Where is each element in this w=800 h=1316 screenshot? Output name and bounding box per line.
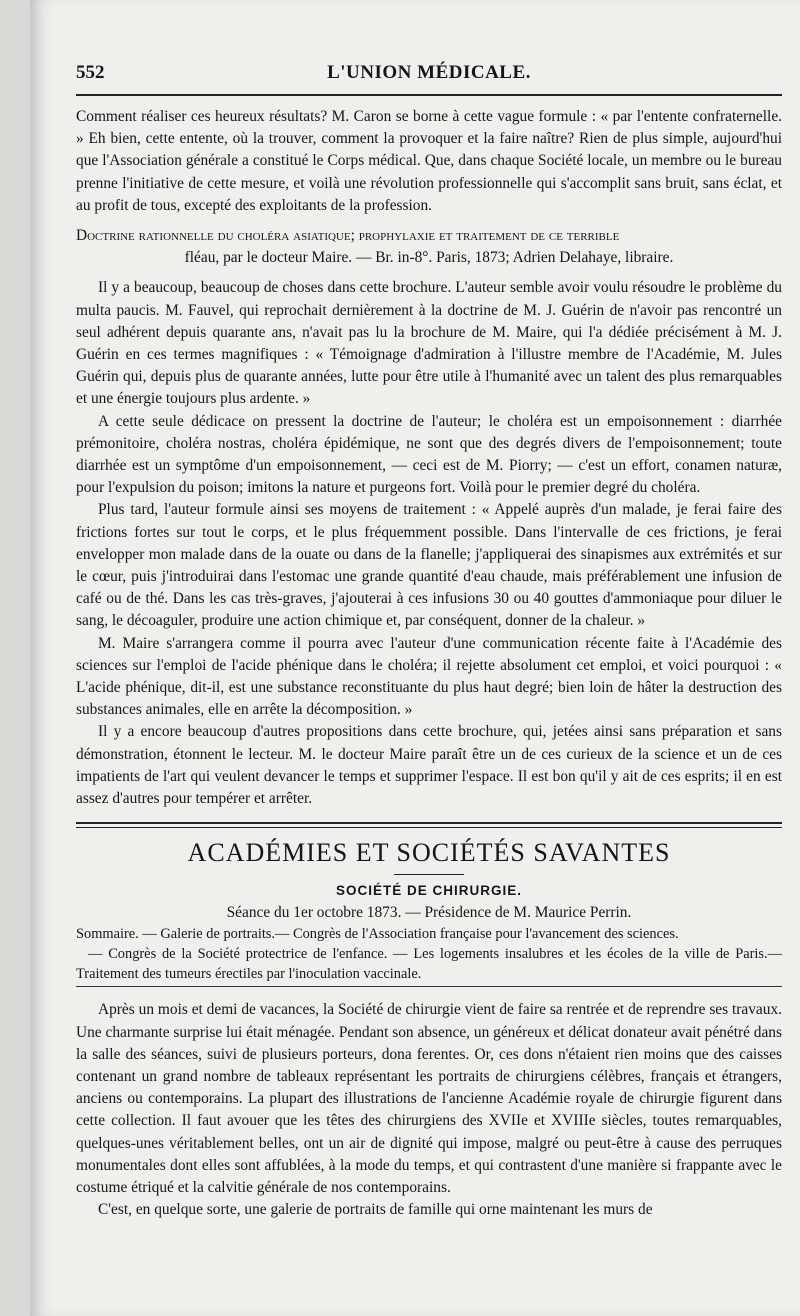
running-header xyxy=(76,62,782,90)
summary-line: Sommaire. — Galerie de portraits.— Congrès de l'Association française pour l'avancement des sciences. xyxy=(76,926,679,943)
review-paragraph: Plus tard, l'auteur formule ainsi ses moyens de traitement : « Appelé auprès d'un malade, je ferai faire des frictions fortes sur tout le corps, et le plus fréquemment possible. Dans l'intervalle de ces frictions, je ferai envelopper mon malade dans de la ouate ou dans de la flanelle; j'appliquerai des sinapismes aux extrémités et sur le cœur, puis j'introduirai dans l'estomac une grande quantité d'eau chaude, mais préférablement une infusion de café ou de thé. Dans les cas très-graves, j'ajouterai à ces infusions 30 ou 40 gouttes d'ammoniaque pour diluer le sang, le décoaguler, produire une action chimique et, par conséquent, donner de la chaleur. » xyxy=(76,501,782,630)
section-title: ACADÉMIES ET SOCIÉTÉS SAVANTES xyxy=(187,838,671,868)
body-paragraph: C'est, en quelque sorte, une galerie de portraits de famille qui orne maintenant les murs de xyxy=(98,1201,653,1219)
review-paragraph: Il y a beaucoup, beaucoup de choses dans cette brochure. L'auteur semble avoir voulu résoudre le problème du multa paucis. M. Fauvel, qui reprochait dernièrement à la doctrine de M. J. Guérin de n'avoir pas rencontré un seul adhérent depuis quarante ans, n'avait pas lu la brochure de M. Maire, qui l'a dédiée précisément à M. J. Guérin en ces termes magnifiques : « Témoignage d'admiration à l'illustre membre de l'Académie, M. Jules Guérin qui, depuis plus de quarante années, lutte pour être utile à l'humanité avec un talent des plus remarquables et une énergie toujours plus ardente. » xyxy=(76,279,782,408)
header-rule xyxy=(76,94,782,96)
section-title-rule xyxy=(394,874,464,875)
book-title: Doctrine rationnelle du choléra asiatique; prophylaxie et traitement de ce terrible xyxy=(76,227,620,245)
book-reference xyxy=(76,225,782,269)
summary-line: — Congrès de la Société protectrice de l'enfance. — Les logements insalubres et les écoles de la ville de Paris.— Traitement des tumeurs érectiles par l'inoculation vaccinale. xyxy=(76,946,782,983)
journal-title: L'UNION MÉDICALE. xyxy=(327,62,531,83)
summary xyxy=(76,924,782,984)
page-number: 552 xyxy=(76,62,105,83)
review-paragraph: A cette seule dédicace on pressent la doctrine de l'auteur; le choléra est un empoisonnement : diarrhée prémonitoire, choléra nostras, choléra épidémique, ne sont que des degrés divers de l'empoisonnement; toute diarrhée est un symptôme d'un empoisonnement, — ceci est de M. Piorry; — c'est un effort, conamen naturæ, pour l'expulsion du poison; imitons la nature et purgeons fort. Voilà pour le premier degré du choléra. xyxy=(76,412,782,497)
page-content xyxy=(76,62,782,1221)
page-sheet xyxy=(30,0,800,1316)
society-heading: SOCIÉTÉ DE CHIRURGIE. xyxy=(335,883,523,899)
body-paragraph: Après un mois et demi de vacances, la Société de chirurgie vient de faire sa rentrée et de reprendre ses travaux. Une charmante surprise lui était ménagée. Pendant son absence, un généreux et délicat donateur avait pénétré dans la salle des séances, suivi de plusieurs porteurs, dona ferentes. Or, ces dons n'étaient rien moins que des caisses contenant un grand nombre de tableaux représentant les portraits de chirurgiens célèbres, français et étrangers, anciens ou contemporains. La plupart des illustrations de l'ancienne Académie royale de chirurgie figurent dans cette collection. Il faut avouer que les têtes des chirurgiens des XVIIe et XVIIIe siècles, toutes remarquables, quelques-unes véritablement belles, ont un air de dignité qui impose, malgré ou peut-être à cause des perruques monumentales dont elles sont affublées, à la mode du temps, et qui contrastent d'une manière si frappante avec le costume étriqué et la calvitie générale de nos contemporains. xyxy=(76,1001,782,1196)
section-divider xyxy=(76,822,782,828)
opening-paragraph: Comment réaliser ces heureux résultats? M. Caron se borne à cette vague formule : « par l'entente confraternelle. » Eh bien, cette entente, où la trouver, comment la provoquer et la faire naître? Rien de plus simple, aujourd'hui que l'Association générale a constitué le Corps médical. Que, dans chaque Société locale, un membre ou le bureau prenne l'initiative de cette mesure, et voilà une révolution professionnelle qui s'accomplit sans bruit, sans éclat, et au profit de tous, excepté des exploitants de la profession. xyxy=(76,108,782,214)
review-paragraph: M. Maire s'arrangera comme il pourra avec l'auteur d'une communication récente faite à l'Académie des sciences sur l'emploi de l'acide phénique dans le choléra; il rejette absolument cet emploi, et voici pourquoi : « L'acide phénique, dit-il, est une substance reconstituante du plus haut degré; bien loin de hâter la destruction des substances animales, elle en arrête la décomposition. » xyxy=(76,634,782,719)
review-paragraph: Il y a encore beaucoup d'autres propositions dans cette brochure, qui, jetées ainsi sans préparation et sans démonstration, étonnent le lecteur. M. le docteur Maire paraît être un de ces curieux de la science et un de ces impatients de l'art qui veulent devancer le temps et supprimer l'espace. Il est bon qu'il y ait de ces esprits; il en est assez d'autres pour tempérer et arrêter. xyxy=(76,723,782,808)
session-line: Séance du 1er octobre 1873. — Présidence de M. Maurice Perrin. xyxy=(226,904,632,922)
book-publication: fléau, par le docteur Maire. — Br. in-8°. Paris, 1873; Adrien Delahaye, libraire. xyxy=(184,249,674,267)
